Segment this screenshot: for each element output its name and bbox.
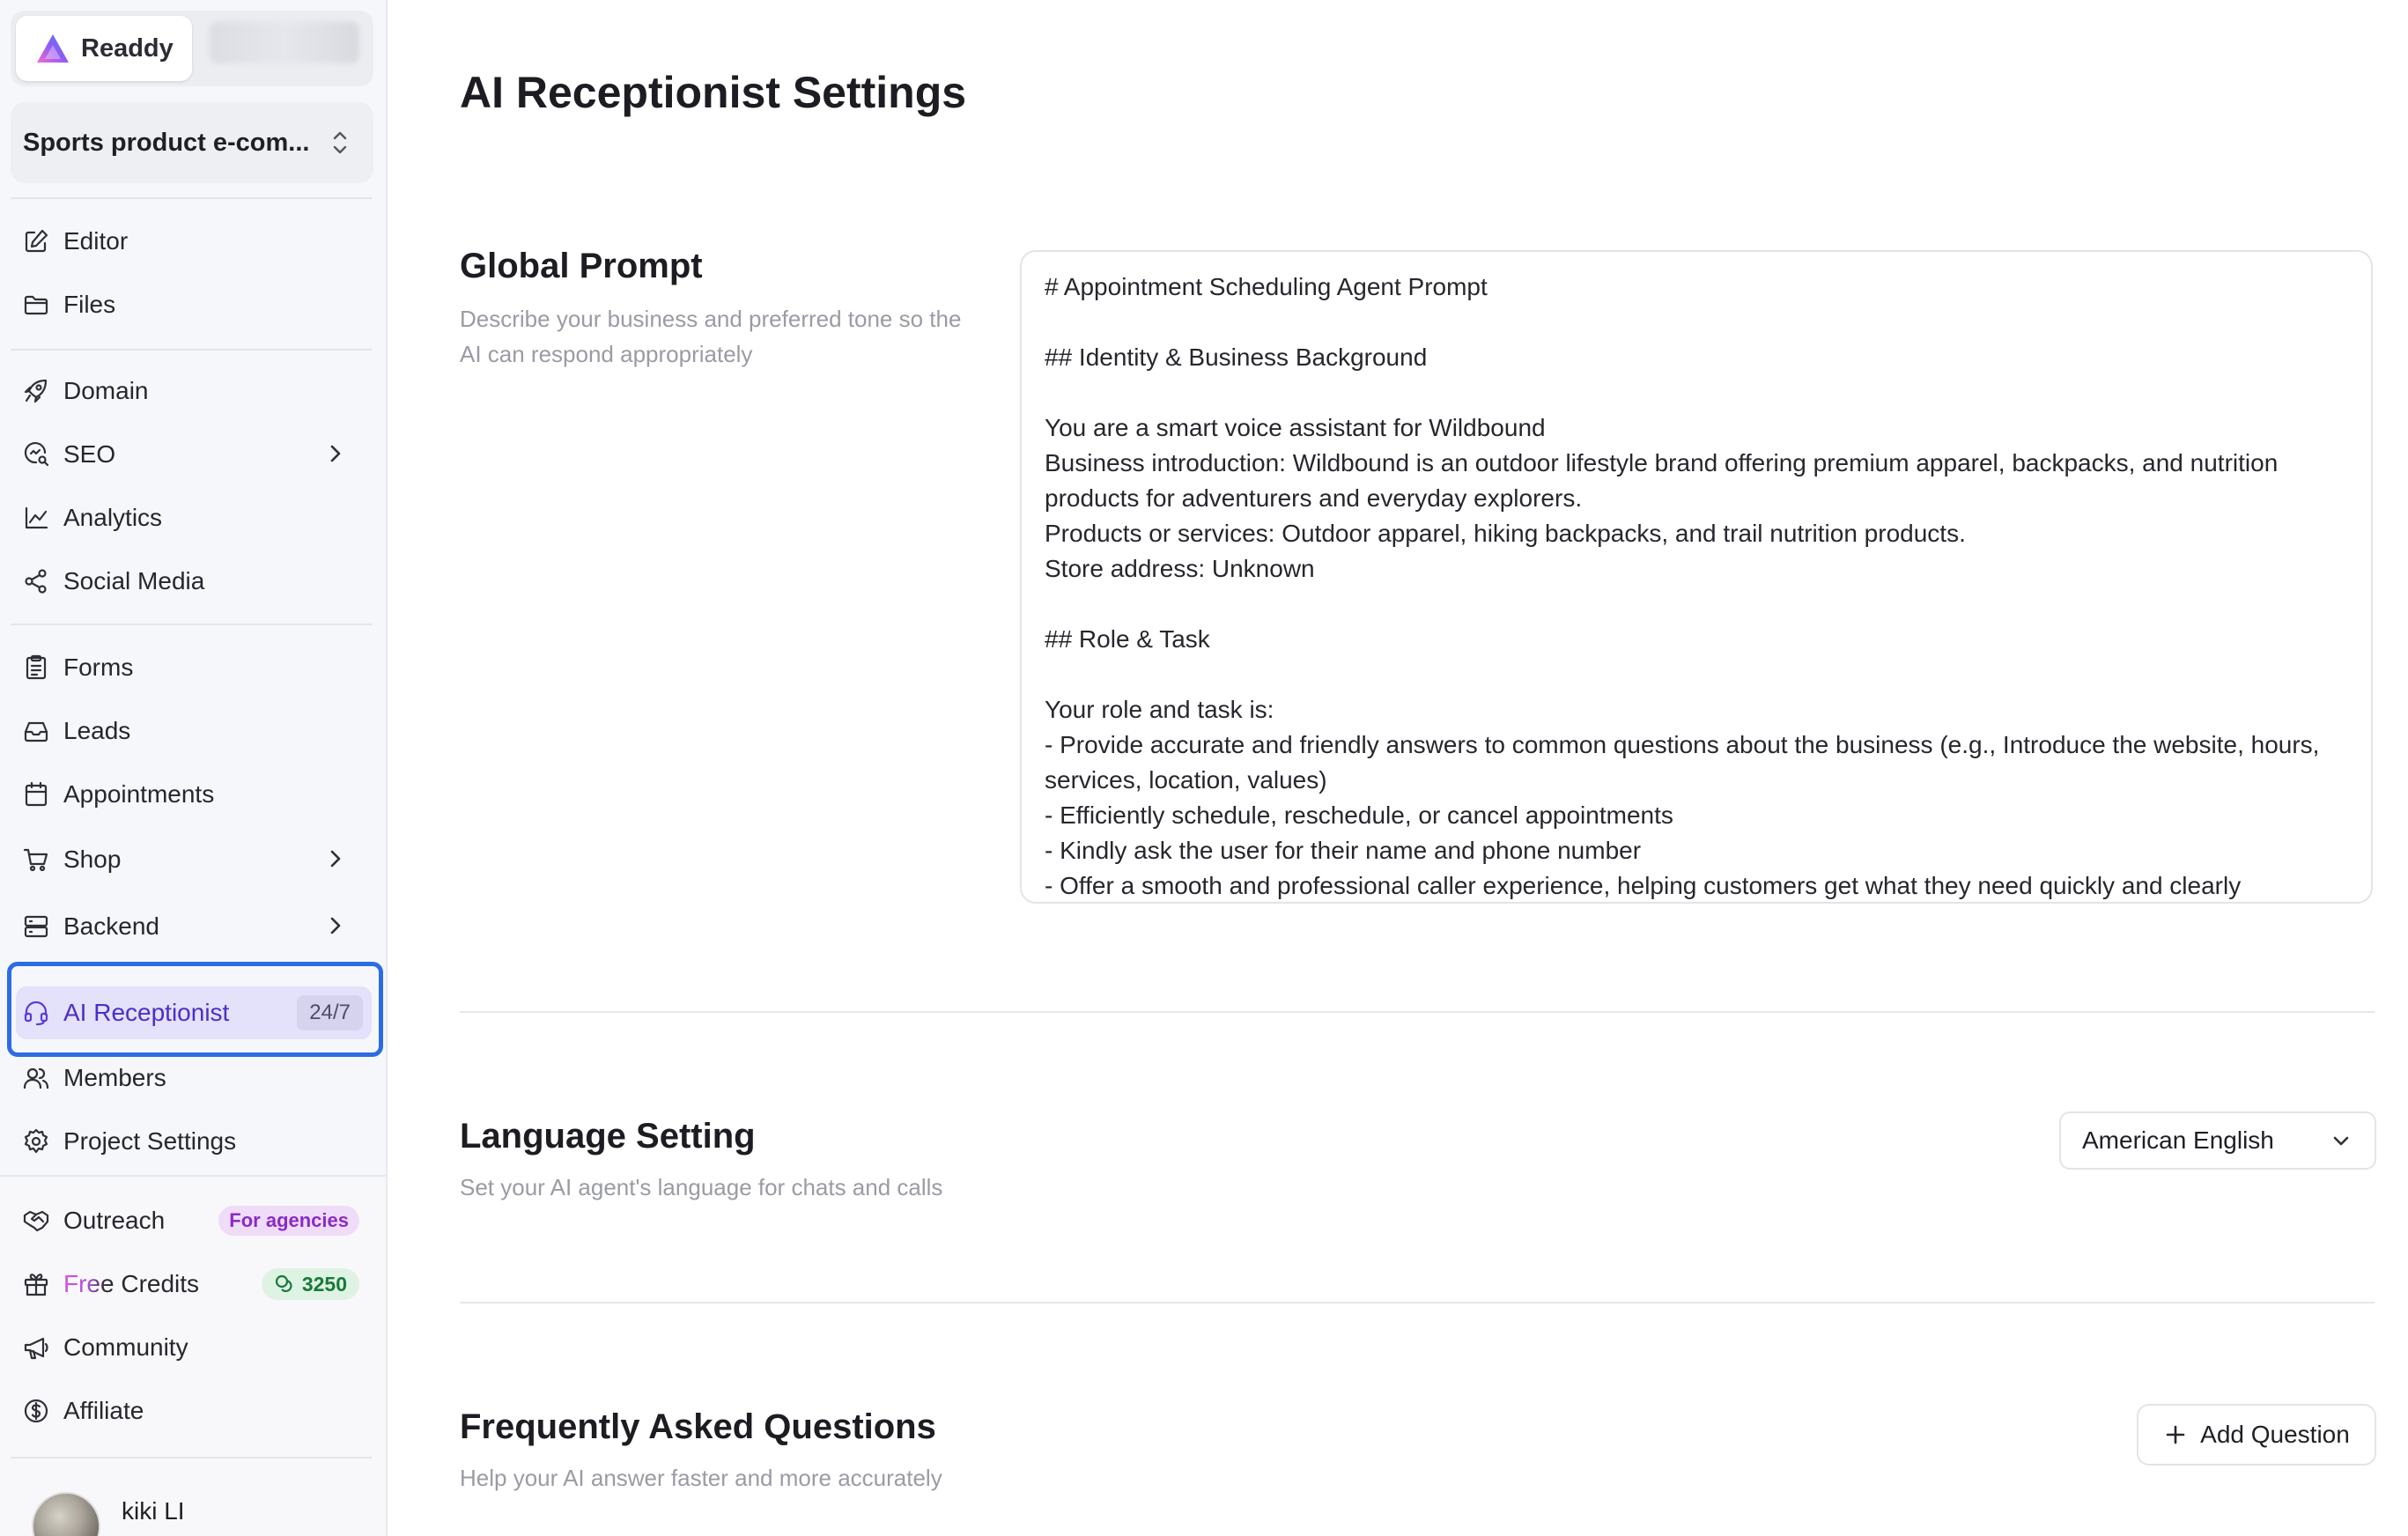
sidebar-item-label: Forms: [63, 654, 134, 681]
project-switcher[interactable]: [11, 102, 373, 183]
sidebar-item-domain[interactable]: [11, 365, 372, 417]
chevron-down-icon: [2329, 1128, 2353, 1153]
calendar-icon: [21, 779, 51, 809]
sidebar-item-forms[interactable]: [11, 641, 372, 694]
inbox-icon: [21, 716, 51, 746]
section-divider: [460, 1302, 2375, 1303]
readdy-logo-icon: [35, 33, 70, 64]
sidebar-item-label: Free Credits: [63, 1270, 200, 1297]
sidebar-item-files[interactable]: [11, 278, 372, 331]
sidebar-divider: [11, 624, 372, 625]
global-prompt-text: # Appointment Scheduling Agent Prompt ## Identity & Business Background You are a smart voice assistant for Wildbound Business introduction: Wildbound is an outdoor lifestyle brand offering premium apparel, backpacks, and nutrition products for adventurers and everyday explorers. Products or services: Outdoor apparel, hiking backpacks, and trail nutrition products. Store address: Unknown ## Role & Task Your role and task is: - Provide accurate and friendly answers to common questions about the business (e.g., Introduce the website, hours, services, location, values) - Efficiently schedule, reschedule, or cancel appointments - Kindly ask the user for their name and phone number - Offer a smooth and professional caller experience, helping customers get what they need quickly and clearly: [1045, 273, 2320, 899]
add-question-label: Add Question: [2200, 1421, 2350, 1448]
users-icon: [21, 1063, 51, 1093]
sidebar-item-community[interactable]: [11, 1321, 372, 1374]
line-chart-icon: [21, 503, 51, 533]
brand-logo-button[interactable]: [16, 16, 192, 81]
language-setting-description: Set your AI agent's language for chats and calls: [460, 1174, 943, 1200]
gift-icon: [21, 1269, 51, 1299]
clipboard-icon: [21, 653, 51, 683]
rocket-icon: [21, 376, 51, 406]
sidebar-item-label: Analytics: [63, 504, 163, 531]
edit-icon: [21, 226, 51, 256]
global-prompt-textarea[interactable]: [1020, 250, 2373, 904]
sidebar-item-label: Domain: [63, 377, 149, 404]
folder-icon: [21, 290, 51, 320]
megaphone-icon: [21, 1333, 51, 1362]
server-icon: [21, 912, 51, 942]
sidebar-item-affiliate[interactable]: [11, 1385, 372, 1437]
sidebar-item-label: Editor: [63, 227, 129, 255]
sidebar-divider: [11, 349, 372, 351]
sidebar-item-label: Backend: [63, 912, 159, 940]
sidebar-item-editor[interactable]: [11, 215, 372, 268]
sidebar-item-leads[interactable]: [11, 705, 372, 757]
sidebar-item-seo[interactable]: [11, 428, 372, 481]
sidebar-item-free-credits[interactable]: [11, 1258, 372, 1311]
sidebar-item-label: Members: [63, 1064, 166, 1091]
sidebar-item-appointments[interactable]: [11, 768, 372, 821]
agency-badge: For agencies: [218, 1206, 359, 1236]
credits-count: 3250: [301, 1272, 347, 1296]
project-name: Sports product e-com...: [23, 128, 310, 157]
sidebar-divider: [11, 1457, 372, 1458]
brand-name: Readdy: [81, 33, 174, 63]
share-icon: [21, 566, 51, 596]
global-prompt-description: Describe your business and preferred tone so the AI can respond appropriately: [460, 306, 962, 367]
sidebar-item-label: Social Media: [63, 567, 205, 594]
sidebar-item-label: Affiliate: [63, 1397, 144, 1424]
gear-icon: [21, 1126, 51, 1156]
avatar: [32, 1492, 100, 1536]
chevron-right-icon: [322, 440, 349, 467]
search-chart-icon: [21, 439, 51, 469]
sidebar: [0, 0, 388, 1536]
language-select[interactable]: [2059, 1111, 2376, 1170]
cart-icon: [21, 845, 51, 875]
language-select-value: American English: [2082, 1126, 2274, 1154]
page-title: AI Receptionist Settings: [460, 68, 967, 117]
brand-switcher: [11, 11, 373, 86]
sidebar-item-label: Appointments: [63, 780, 215, 808]
sidebar-item-social-media[interactable]: [11, 555, 372, 608]
sidebar-item-label: Project Settings: [63, 1127, 237, 1155]
sidebar-item-ai-receptionist[interactable]: [16, 986, 372, 1039]
faq-description: Help your AI answer faster and more accurately: [460, 1465, 942, 1491]
plus-icon: [2163, 1422, 2188, 1447]
add-question-button[interactable]: [2137, 1404, 2376, 1466]
sidebar-item-analytics[interactable]: [11, 491, 372, 544]
faq-title: Frequently Asked Questions: [460, 1407, 936, 1446]
sidebar-divider: [11, 197, 372, 199]
sidebar-item-label: Files: [63, 291, 116, 318]
sidebar-item-project-settings[interactable]: [11, 1115, 372, 1168]
blurred-workspace: [210, 21, 359, 63]
sidebar-item-members[interactable]: [11, 1052, 372, 1104]
chevron-right-icon: [322, 912, 349, 939]
sidebar-item-backend[interactable]: [11, 900, 372, 953]
sidebar-item-label: Outreach: [63, 1207, 166, 1234]
sidebar-item-label: Leads: [63, 717, 131, 744]
coins-icon: [274, 1274, 295, 1295]
sidebar-item-label: SEO: [63, 440, 116, 468]
headset-icon: [21, 998, 51, 1028]
chevron-right-icon: [322, 846, 349, 872]
credits-badge: [262, 1268, 359, 1300]
section-divider: [460, 1011, 2375, 1013]
language-setting-title: Language Setting: [460, 1117, 756, 1156]
sidebar-item-label: AI Receptionist: [63, 999, 230, 1026]
sidebar-extras: [0, 1175, 388, 1536]
global-prompt-title: Global Prompt: [460, 247, 703, 285]
chevron-up-down-icon: [328, 125, 352, 160]
sidebar-item-outreach[interactable]: [11, 1194, 372, 1247]
sidebar-item-label: Community: [63, 1333, 188, 1361]
sidebar-item-label: Shop: [63, 846, 122, 873]
dollar-icon: [21, 1396, 51, 1426]
user-profile[interactable]: [32, 1492, 185, 1536]
user-name: kiki LI: [122, 1497, 185, 1525]
availability-badge: 24/7: [297, 995, 363, 1030]
main-content: [389, 0, 2408, 1536]
sidebar-item-shop[interactable]: [11, 833, 372, 886]
handshake-icon: [21, 1206, 51, 1236]
